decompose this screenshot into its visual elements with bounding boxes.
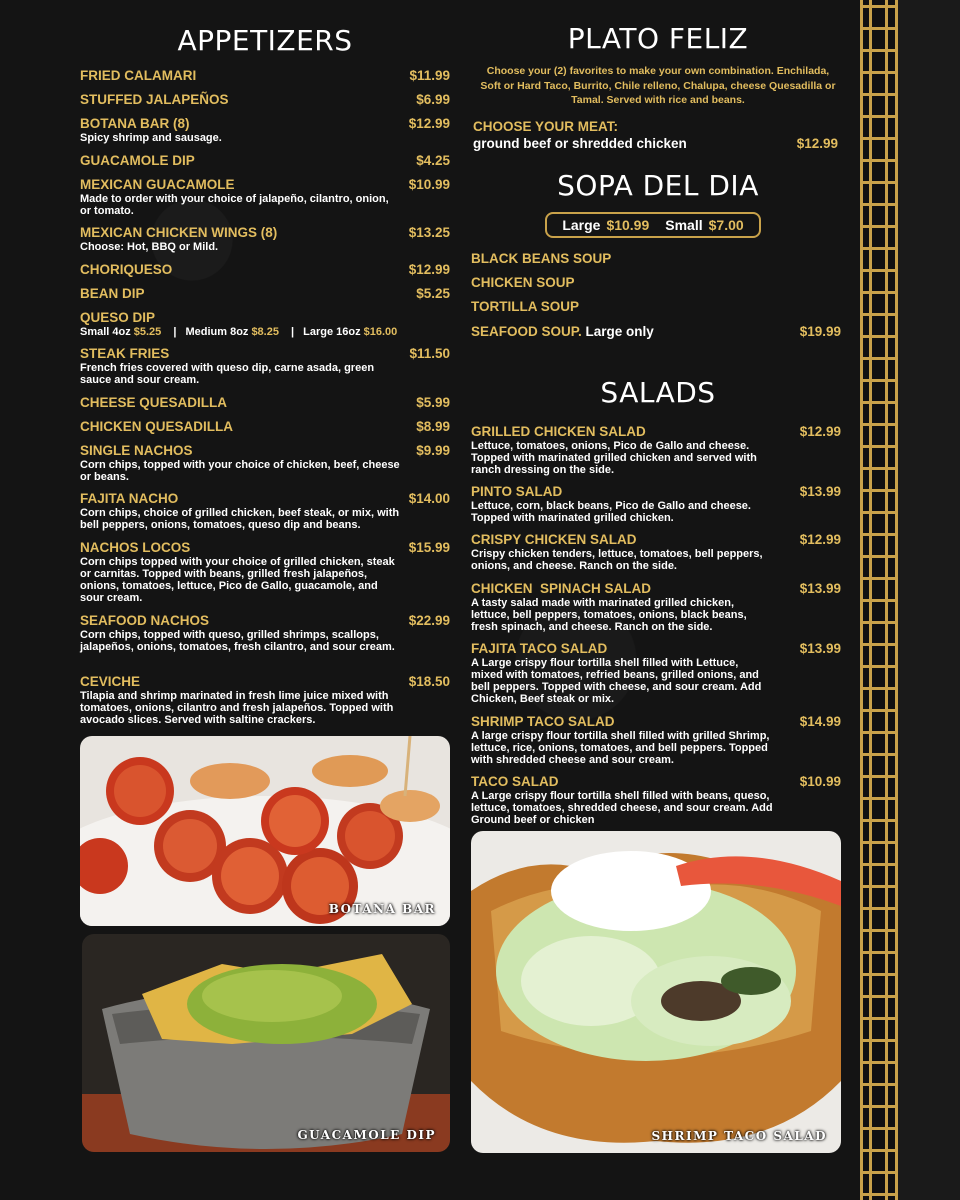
salad-item: TACO SALAD $10.99 A Large crispy flour tortilla shell filled with beans, queso, lettuce, tomatoes, shredded cheese, and sour cream. Add Ground beef or chicken	[471, 774, 841, 826]
menu-item: CEVICHE $18.50 Tilapia and shrimp marinated in fresh lime juice mixed with tomatoes, onions, cilantro and fresh jalapeños. Topped with avocado slices. Served with saltine crackers.	[80, 674, 450, 726]
plato-feliz-meat: CHOOSE YOUR MEAT: ground beef or shredded chicken $12.99	[473, 119, 838, 151]
botana-bar-photo	[80, 736, 450, 926]
menu-item: SINGLE NACHOS $9.99 Corn chips, topped with your choice of chicken, beef, cheese or beans.	[80, 443, 450, 483]
menu-item: CHICKEN QUESADILLA $8.99	[80, 419, 450, 434]
salads-title: SALADS	[600, 376, 716, 409]
menu-item: BEAN DIP $5.25	[80, 286, 450, 301]
appetizers-title: APPETIZERS	[177, 24, 353, 57]
shrimp-taco-salad-image	[471, 831, 841, 1153]
sopa-title: SOPA DEL DIA	[557, 169, 759, 202]
soup-item: CHICKEN SOUP	[471, 275, 575, 290]
shrimp-taco-salad-caption: SHRIMP TACO SALAD	[651, 1129, 827, 1143]
soup-price-pill: Large $10.99 Small $7.00	[545, 212, 761, 238]
plato-feliz-description: Choose your (2) favorites to make your own combination. Enchilada, Soft or Hard Taco, Burrito, Chile relleno, Chalupa, cheese Quesadilla or Tamal. Served with rice and beans.	[480, 65, 836, 106]
botana-bar-caption: BOTANA BAR	[328, 902, 436, 916]
botana-bar-image	[80, 736, 450, 926]
queso-sizes: Small 4oz $5.25 | Medium 8oz $8.25 | Large 16oz $16.00	[80, 326, 398, 338]
menu-item: CHORIQUESO $12.99	[80, 262, 450, 277]
menu-item: GUACAMOLE DIP $4.25	[80, 153, 450, 168]
guacamole-image	[82, 934, 450, 1152]
menu-item: STEAK FRIES $11.50 French fries covered with queso dip, carne asada, green sauce and sour cream.	[80, 346, 450, 386]
salad-item: SHRIMP TACO SALAD $14.99 A large crispy flour tortilla shell filled with grilled Shrimp, lettuce, rice, onions, tomatoes, and bell peppers. Topped with shredded cheese and sour cream.	[471, 714, 841, 766]
menu-item: MEXICAN CHICKEN WINGS (8) $13.25 Choose: Hot, BBQ or Mild.	[80, 225, 450, 253]
shrimp-taco-salad-photo	[471, 831, 841, 1153]
salad-item: CHICKEN SPINACH SALAD $13.99 A tasty salad made with marinated grilled chicken, lettuce, bell peppers, tomatoes, onions, black beans, fresh spinach, and cheese. Ranch on the side.	[471, 581, 841, 633]
greek-key-border	[860, 0, 898, 1200]
salad-item: FAJITA TACO SALAD $13.99 A Large crispy flour tortilla shell filled with Lettuce, mixed with tomatoes, refried beans, grilled onions, and bell peppers. Topped with cheese, and sour cream. Add Chicken, Beef steak or mix.	[471, 641, 841, 705]
plato-feliz-title: PLATO FELIZ	[567, 22, 749, 55]
menu-item: NACHOS LOCOS $15.99 Corn chips topped with your choice of grilled chicken, steak or carnitas. Topped with beans, grilled fresh jalapeños, onions, tomatoes, lettuce, Pico de Gallo, guacamole, and sour cream.	[80, 540, 450, 604]
salad-item: GRILLED CHICKEN SALAD $12.99 Lettuce, tomatoes, onions, Pico de Gallo and cheese. Topped with marinated grilled chicken and served with ranch dressing on the side.	[471, 424, 841, 476]
salad-item: CRISPY CHICKEN SALAD $12.99 Crispy chicken tenders, lettuce, tomatoes, bell peppers, onions, and cheese. Ranch on the side.	[471, 532, 841, 572]
menu-item: BOTANA BAR (8) $12.99 Spicy shrimp and sausage.	[80, 116, 450, 144]
soup-item: SEAFOOD SOUP. Large only $19.99	[471, 324, 841, 339]
guacamole-photo	[82, 934, 450, 1152]
menu-item: FRIED CALAMARI $11.99	[80, 68, 450, 83]
menu-item: MEXICAN GUACAMOLE $10.99 Made to order with your choice of jalapeño, cilantro, onion, or tomato.	[80, 177, 450, 217]
guacamole-caption: GUACAMOLE DIP	[297, 1128, 436, 1142]
soup-item: TORTILLA SOUP	[471, 299, 579, 314]
menu-item: SEAFOOD NACHOS $22.99 Corn chips, topped with queso, grilled shrimps, scallops, jalapeños, onions, tomatoes, fresh cilantro, and sour cream.	[80, 613, 450, 653]
salad-item: PINTO SALAD $13.99 Lettuce, corn, black beans, Pico de Gallo and cheese. Topped with marinated grilled chicken.	[471, 484, 841, 524]
right-margin	[898, 0, 960, 1200]
menu-item-queso-dip: QUESO DIP Small 4oz $5.25 | Medium 8oz $8.25 | Large 16oz $16.00	[80, 310, 450, 339]
menu-item: CHEESE QUESADILLA $5.99	[80, 395, 450, 410]
menu-item: STUFFED JALAPEÑOS $6.99	[80, 92, 450, 107]
menu-item: FAJITA NACHO $14.00 Corn chips, choice of grilled chicken, beef steak, or mix, with bell peppers, onions, tomatoes, queso dip and beans.	[80, 491, 450, 531]
soup-item: BLACK BEANS SOUP	[471, 251, 612, 266]
